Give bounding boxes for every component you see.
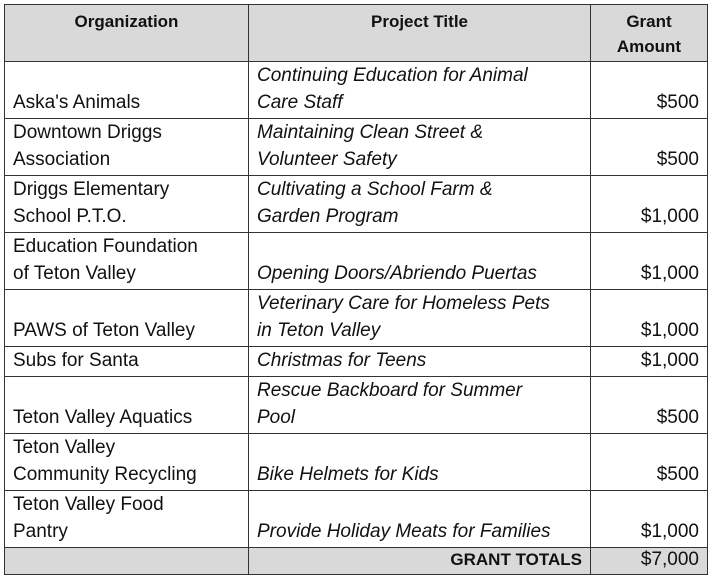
project-title-cell-line: Christmas for Teens [257,350,427,371]
project-title-cell [249,347,591,377]
project-title-cell-line: Garden Program [257,206,399,227]
project-title-cell-line: Rescue Backboard for Summer [257,380,523,401]
organization-cell-line: Teton Valley Food [13,494,164,515]
project-title-cell-line: Opening Doors/Abriendo Puertas [257,263,537,284]
grant-amount-cell: $500 [591,119,708,176]
project-title-cell [249,290,591,347]
grant-amount-cell: $1,000 [591,233,708,290]
organization-cell-line: School P.T.O. [13,206,127,227]
table-row [5,347,708,377]
grant-amount-cell: $1,000 [591,176,708,233]
table-row [5,434,708,491]
header-project-title: Project Title [249,5,591,62]
organization-cell [5,377,249,434]
table-row [5,176,708,233]
organization-cell [5,347,249,377]
table-row [5,119,708,176]
grant-amount-cell: $500 [591,377,708,434]
organization-cell [5,434,249,491]
organization-cell [5,62,249,119]
project-title-cell-line: Maintaining Clean Street & [257,122,484,143]
project-title-cell-line: Volunteer Safety [257,149,397,170]
grant-amount-cell: $500 [591,62,708,119]
organization-cell [5,176,249,233]
project-title-cell [249,377,591,434]
header-grant-amount [591,5,708,62]
grant-amount-cell: $1,000 [591,491,708,548]
project-title-cell-line: Continuing Education for Animal [257,65,528,86]
organization-cell-line: Education Foundation [13,236,198,257]
header-grant-amount-line1: Grant [626,12,672,31]
grant-table-body [5,62,708,548]
project-title-cell-line: Cultivating a School Farm & [257,179,493,200]
table-row [5,233,708,290]
organization-cell-line: Downtown Driggs [13,122,162,143]
table-row [5,377,708,434]
project-title-cell-line: Bike Helmets for Kids [257,464,439,485]
grant-amount-cell: $1,000 [591,290,708,347]
project-title-cell-line: Care Staff [257,92,343,113]
organization-cell [5,119,249,176]
organization-cell-line: Aska's Animals [13,92,141,113]
header-organization: Organization [5,5,249,62]
grant-amount-cell: $1,000 [591,347,708,377]
header-grant-amount-line2: Amount [616,37,682,56]
organization-cell-line: PAWS of Teton Valley [13,320,195,341]
organization-cell [5,233,249,290]
organization-cell-line: Teton Valley Aquatics [13,407,193,428]
table-row [5,62,708,119]
project-title-cell [249,491,591,548]
header-row [5,5,708,62]
organization-cell [5,491,249,548]
project-title-cell-line: Pool [257,407,296,428]
totals-spacer [5,548,249,575]
organization-cell-line: Association [13,149,111,170]
totals-amount: $7,000 [591,548,708,575]
organization-cell-line: Pantry [13,521,68,542]
project-title-cell [249,119,591,176]
organization-cell-line: Subs for Santa [13,350,139,371]
project-title-cell-line: Provide Holiday Meats for Families [257,521,551,542]
table-row [5,290,708,347]
totals-label: GRANT TOTALS [249,548,591,575]
grant-table [4,4,708,575]
project-title-cell [249,434,591,491]
organization-cell [5,290,249,347]
project-title-cell-line: Veterinary Care for Homeless Pets [257,293,550,314]
project-title-cell [249,176,591,233]
project-title-cell-line: in Teton Valley [257,320,381,341]
organization-cell-line: Driggs Elementary [13,179,170,200]
totals-row [5,548,708,575]
project-title-cell [249,62,591,119]
table-row [5,491,708,548]
project-title-cell [249,233,591,290]
organization-cell-line: Teton Valley [13,437,116,458]
grant-amount-cell: $500 [591,434,708,491]
organization-cell-line: of Teton Valley [13,263,136,284]
organization-cell-line: Community Recycling [13,464,197,485]
